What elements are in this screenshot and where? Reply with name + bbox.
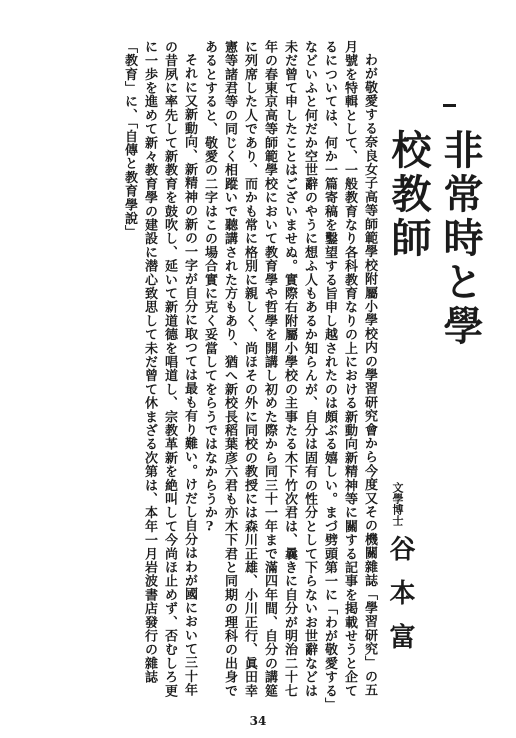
body-paragraph: わが敬愛する奈良女子高等師範學校附屬小學校内の學習研究會から今度又その機關雜誌「學習研究」の五月號を特輯として、一般教育なり各科教育なりの上における新動向新精神等に關する記事を掲載せうと企てるについては、何か一篇寄稿を鑿望する旨申し越されたのは頗ぶる嬉しい。まづ劈頭第一に「わが敬愛する」などいふと何だか空世辭のやうに想ふ人もあるか知らんが、自分は固有の性分として下らないお世辭などは未だ曾て申したことはございませぬ。實際右附屬小學校の主事たる木下竹次君は、曩きに自分が明治二十七年の春東京高等師範學校において教育學や哲學を開講し初めた際から同三十一年まで滿四年間、自分の講筵に列席した人であり、而かも常に格別に親しく、尚ほその外に同校の教授には森川正雄、小川正行、眞田幸憲等諸君等の同じく相蹤いで聽講された方もあり、猶へ新校長稻葉彦六君も亦木下君と同期の理科の出身であるとすると、敬愛の二字はこの場合實に克く妥當してをらうではなからうか? — [202, 40, 377, 705]
page-number: 34 — [249, 714, 267, 728]
article-title: 非常時と學校教師 — [385, 129, 483, 349]
article-body — [44, 40, 379, 710]
body-paragraph: それに又新動向、新精神の新の一字が自分に取つては最も有り難い。けだし自分はわが國において三十年の昔夙に率先して新教育を鼓吹し、延いて新道德を唱道し、宗教革新を絶叫して今尚ほ止めず、否むしろ更に一歩を進めて新々教育學の建設に潜心致思して未だ曾て休まざる次第は、本年一月岩波書店發行の雜誌「教育」に、「自傳と教育學說」 — [122, 40, 197, 698]
title-dash-ornament — [443, 104, 456, 107]
author-degree: 文學博士 — [391, 482, 404, 526]
author-name: 谷本富 — [385, 535, 415, 667]
